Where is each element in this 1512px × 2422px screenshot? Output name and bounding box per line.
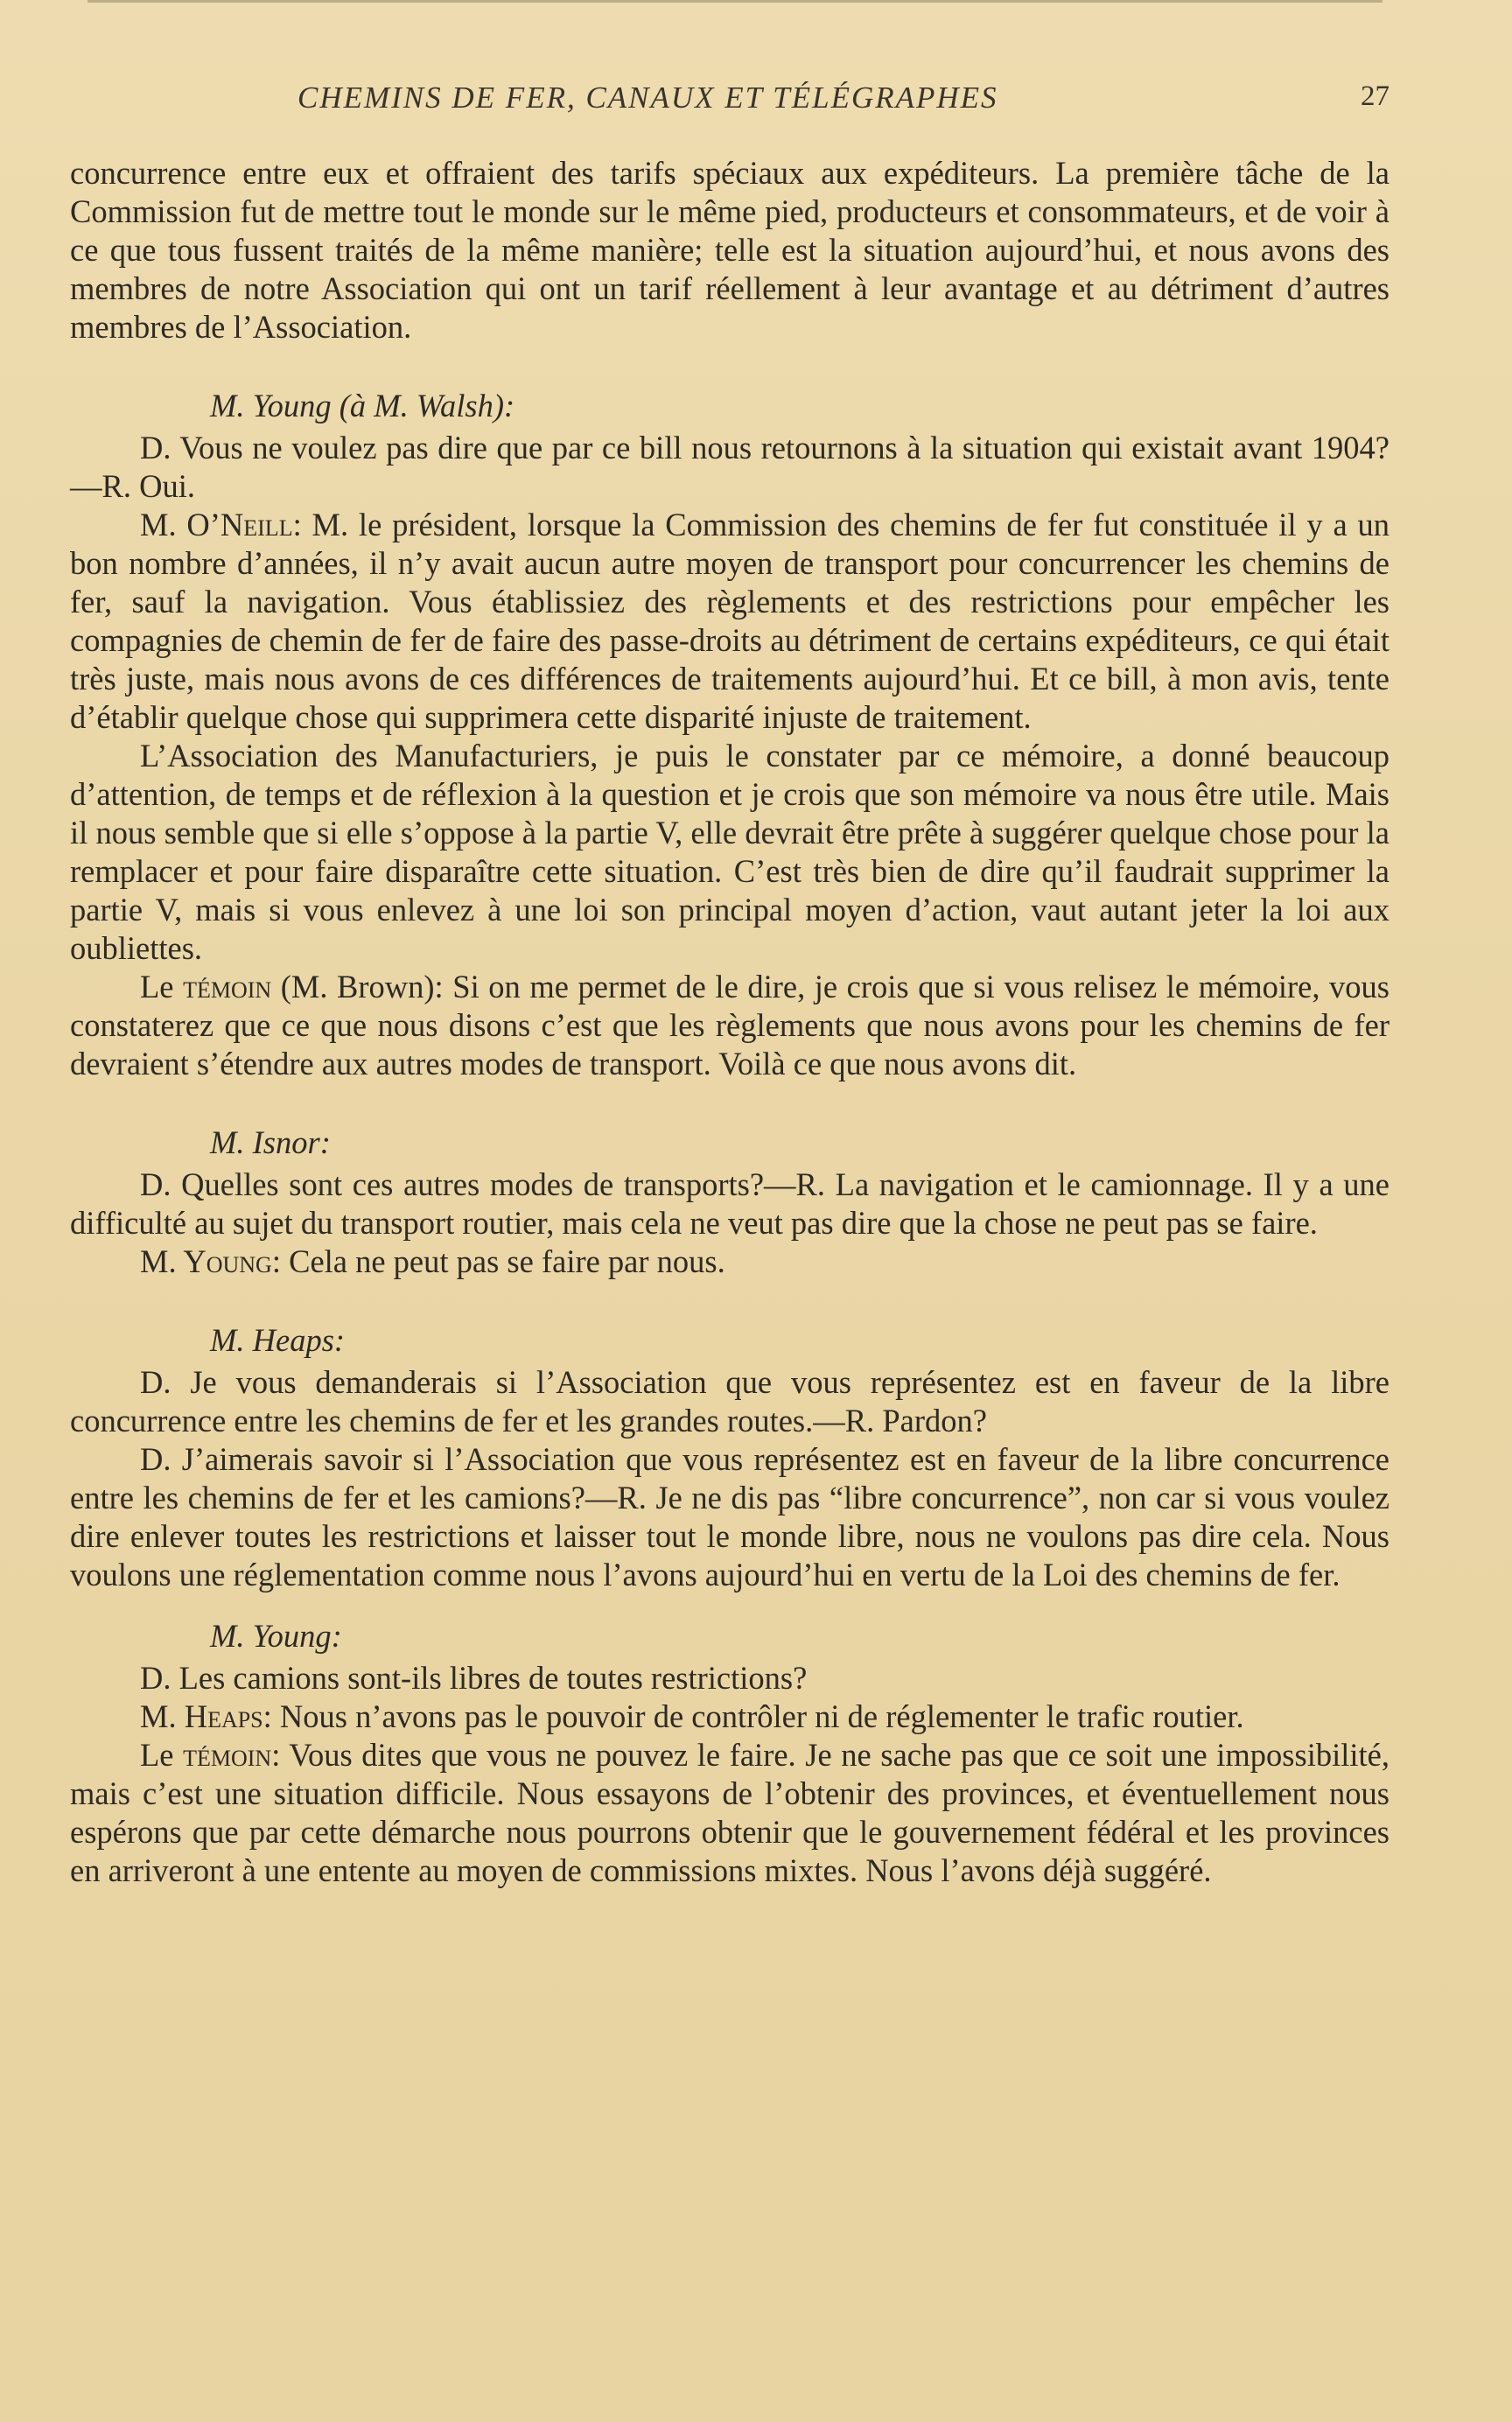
paragraph-text: : Nous n’avons pas le pouvoir de contrôler ni de réglementer le trafic routier.: [262, 1698, 1244, 1734]
paragraph: D. Je vous demanderais si l’Association que vous représentez est en faveur de la libre concurrence entre les chemins de fer et les grandes routes.—R. Pardon?: [70, 1364, 1390, 1438]
top-rule: [88, 0, 1382, 3]
paragraph: L’Association des Manufacturiers, je puis le constater par ce mémoire, a donné beaucoup d’attention, de temps et de réflexion à la question et je crois que son mémoire va nous être utile. Mais il nous semble que si elle s’oppose à la partie V, elle devrait être prête à suggérer quelque chose pour la remplacer et pour faire disparaître cette situation. C’est très bien de dire qu’il faudrait supprimer la partie V, mais si vous enlevez à une loi son principal moyen d’action, vaut autant jeter la loi aux oubliettes.: [70, 738, 1390, 966]
page-header: [70, 80, 1390, 124]
paragraph: D. Quelles sont ces autres modes de transports?—R. La navigation et le camionnage. Il y a une difficulté au sujet du transport routier, mais cela ne veut pas dire que la chose ne peut pas se faire.: [70, 1166, 1390, 1241]
speaker-name: témoin: [183, 969, 272, 1004]
page-number: 27: [1361, 80, 1390, 112]
paragraph: [70, 968, 1390, 1083]
speaker-name: M. Heaps: [140, 1698, 263, 1734]
paragraph-text: : Cela ne peut pas se faire par nous.: [271, 1243, 725, 1279]
speaker-heading: M. Young (à M. Walsh):: [210, 388, 515, 424]
speaker-name: M. O’Neill: [140, 507, 293, 542]
paragraph: [70, 506, 1390, 737]
body-text: [70, 154, 1390, 1890]
paragraph: [70, 1698, 1390, 1736]
paragraph: [70, 1242, 1390, 1281]
running-head: CHEMINS DE FER, CANAUX ET TÉLÉGRAPHES: [298, 80, 998, 115]
paragraph: [70, 1736, 1390, 1890]
paragraph-text: : M. le président, lorsque la Commission des chemins de fer fut constituée il y a un bon nombre d’années, il n’y avait aucun autre moyen de transport pour concurrencer les chemins de fer, sauf la navigation. Vous établissiez des règlements et des restrictions pour empêcher les compagnies de chemin de fer de faire des passe-droits au détriment de certains expéditeurs, ce qui était très juste, mais nous avons de ces différences de traitements aujourd’hui. Et ce bill, à mon avis, tente d’établir quelque chose qui supprimera cette disparité injuste de traitement.: [70, 507, 1390, 735]
paragraph-text: : Vous dites que vous ne pouvez le faire. Je ne sache pas que ce soit une impossibilité, mais c’est une situation difficile. Nous essayons de l’obtenir des provinces, et éventuellement nous espérons que par cette démarche nous pourrons obtenir que le gouvernement fédéral et les provinces en arriveront à une entente au moyen de commissions mixtes. Nous l’avons déjà suggéré.: [70, 1737, 1390, 1888]
speaker-name: M. Young: [140, 1243, 272, 1279]
paragraph-text: Le: [140, 1737, 184, 1773]
speaker-heading: M. Heaps:: [210, 1322, 346, 1358]
paragraph-text: (M. Brown): Si on me permet de le dire, je crois que si vous relisez le mémoire, vous constaterez que ce que nous disons c’est que les règlements que nous avons pour les chemins de fer devraient s’étendre aux autres modes de transport. Voilà ce que nous avons dit.: [70, 969, 1390, 1082]
paragraph: D. Les camions sont-ils libres de toutes restrictions?: [140, 1660, 808, 1696]
speaker-heading: M. Isnor:: [210, 1124, 331, 1160]
paragraph: D. Vous ne voulez pas dire que par ce bill nous retournons à la situation qui existait avant 1904?—R. Oui.: [70, 430, 1390, 504]
speaker-name: témoin: [183, 1737, 272, 1773]
paragraph-text: Le: [140, 969, 184, 1004]
speaker-heading: M. Young:: [210, 1618, 342, 1654]
paragraph: concurrence entre eux et offraient des tarifs spéciaux aux expéditeurs. La première tâche de la Commission fut de mettre tout le monde sur le même pied, producteurs et consommateurs, et de voir à ce que tous fussent traités de la même manière; telle est la situation aujourd’hui, et nous avons des membres de notre Association qui ont un tarif réellement à leur avantage et au détriment d’autres membres de l’Association.: [70, 155, 1390, 345]
paragraph: D. J’aimerais savoir si l’Association que vous représentez est en faveur de la libre concurrence entre les chemins de fer et les camions?—R. Je ne dis pas “libre concurrence”, non car si vous voulez dire enlever toutes les restrictions et laisser tout le monde libre, nous ne voulons pas dire cela. Nous voulons une réglementation comme nous l’avons aujourd’hui en vertu de la Loi des chemins de fer.: [70, 1441, 1390, 1592]
